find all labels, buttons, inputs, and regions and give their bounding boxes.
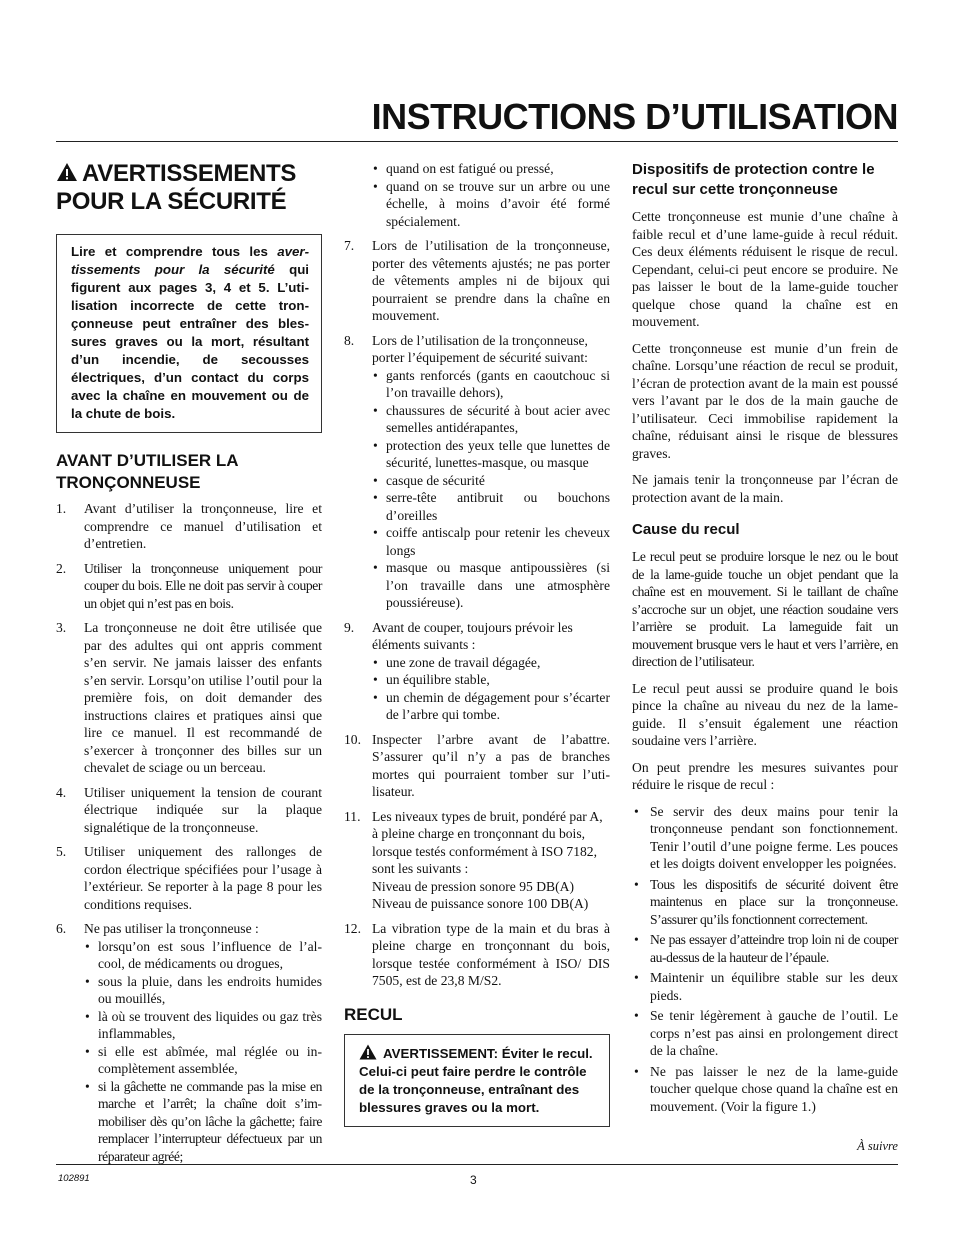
warning-triangle-icon (359, 1044, 377, 1060)
sound-power-level: Niveau de puissance sonore 100 DB(A) (372, 896, 589, 911)
list-item (344, 808, 610, 913)
item-text: Lors de l’utilisation de la tronçonneuse, porter l’équipement de sécurité suivant: (372, 332, 588, 365)
warning-intro-italic: avertissements pour la sécurité (71, 244, 309, 277)
recul-warning-text: AVERTISSEMENT: Éviter le recul. Celui-ci peut faire perdre le contrôle de la tronçonneuse, entraînant des blessures graves ou la mort. (359, 1045, 593, 1115)
item-text: Avant de couper, toujours prévoir les éléments suivants : (372, 619, 573, 652)
bullet-item: • si elle est abîmée, mal réglée ou incomplètement assemblée, (84, 1043, 322, 1078)
bullet-list (372, 160, 610, 230)
list-item (344, 920, 610, 990)
bullet-list (84, 938, 322, 1166)
bullet-item: • quand on est fatigué ou pressé, (372, 160, 610, 178)
bullet-item: • un équilibre stable, (372, 671, 610, 689)
item-text: Utiliser la tronçonneuse uniquement pour couper du bois. Elle ne doit pas servir à couper un objet qui n’est pas en bois. (84, 560, 322, 611)
list-item (56, 920, 322, 1165)
item-number: 9. (344, 619, 355, 635)
paragraph: On peut prendre les mesures suivantes pour réduire le risque de recul : (632, 759, 898, 792)
item-number: 11. (344, 808, 361, 824)
header-rule (56, 141, 898, 142)
list-item (56, 843, 322, 913)
footer-rule (56, 1164, 898, 1165)
bullet-item: • Ne pas laisser le nez de la lame-guide toucher quelque chose quand la chaîne est en mouvement. (Voir la figure 1.) (632, 1063, 898, 1116)
sound-pressure-level: Niveau de pression sonore 95 DB(A) (372, 878, 574, 894)
bullet-item: • une zone de travail dégagée, (372, 654, 610, 672)
item-text: Utiliser uniquement la tension de courant électrique indiquée sur la plaque signalétique de la tronçonneuse. (84, 784, 322, 835)
item-number: 4. (56, 784, 67, 800)
heading-kickback-devices: Dispositifs de protection contre le recul sur cette tronçonneuse (632, 161, 875, 198)
page-number: 3 (470, 1173, 477, 1187)
item-number: 10. (344, 731, 361, 747)
item-number: 8. (344, 332, 355, 348)
item-text: Les niveaux types de bruit, pondéré par A, à pleine charge en tronçonnant du bois, lorsque testés conformément à ISO 7182, sont les suivants : (372, 808, 603, 876)
bullet-item: • Se tenir légèrement à gauche de l’outil. Le corps n’est pas ainsi en prolongement direct de la chaîne. (632, 1007, 898, 1060)
item-text: Inspecter l’arbre avant de l’abattre. S’assurer qu’il n’y a pas de branches mortes qui pourraient tomber sur l’utilisateur. (372, 731, 610, 799)
paragraph: Le recul peut se produire lorsque le nez ou le bout de la lame-guide touche un objet pendant que la chaîne est en mouvement. Si le taillant de chaîne s’accroche sur un objet, une réaction soudaine vers l’arrière se produit. La lameguide fait un mouvement brusque vers le haut et vers l’arrière, en direction de l’utilisateur. (632, 549, 898, 669)
bullet-item: • casque de sécurité (372, 472, 610, 490)
instructions-list (344, 237, 610, 990)
list-item (56, 784, 322, 837)
bullet-item: • un chemin de dégagement pour s’écarter de l’arbre qui tombe. (372, 689, 610, 724)
list-item (56, 619, 322, 777)
list-item (56, 500, 322, 553)
safety-heading-line1: AVERTISSEMENTS (82, 160, 297, 187)
item-text: Ne pas utiliser la tronçonneuse : (84, 921, 259, 936)
item-text: Utiliser uniquement des rallonges de cordon électrique spécifiées pour l’usage à l’extérieur. Se reporter à la page 8 pour les conditions requises. (84, 844, 322, 912)
bullet-item: • Se servir des deux mains pour tenir la tronçonneuse pendant son fonctionnement. Tenir l’outil d’une poigne ferme. Les pouces et les doigts doivent envelopper les poignées. (632, 803, 898, 873)
bullet-item: • Ne pas essayer d’atteindre trop loin ni de couper au-dessus de la hauteur de l’épaule. (632, 931, 898, 966)
bullet-item: • gants renforcés (gants en caoutchouc si l’on travaille dehors), (372, 367, 610, 402)
section-heading-recul: RECUL (344, 1004, 403, 1024)
list-item (344, 731, 610, 801)
item-number: 7. (344, 238, 355, 253)
page-title: INSTRUCTIONS D’UTILISATION (371, 96, 898, 137)
bullet-item: • masque ou masque antipoussières (si l’on travaille dans une atmosphère poussiéreuse). (372, 559, 610, 612)
safety-heading (56, 160, 322, 216)
heading-kickback-cause: Cause du recul (632, 521, 740, 538)
item-number: 5. (56, 844, 67, 859)
safety-heading-line2: POUR LA SÉCURITÉ (56, 188, 287, 215)
continued-label: À suivre (857, 1139, 898, 1153)
column-right (632, 160, 898, 1118)
bullet-item: • sous la pluie, dans les endroits humides ou mouillés, (84, 973, 322, 1008)
item-number: 1. (56, 501, 67, 516)
bullet-item: • serre-tête antibruit ou bouchons d’oreilles (372, 489, 610, 524)
bullet-list (372, 367, 610, 612)
column-middle (344, 160, 610, 1127)
paragraph: Cette tronçonneuse est munie d’un frein de chaîne. Lorsqu’une réaction de recul se produit, l’écran de protection avant de la main est poussé vers l’avant par le dos de la main gauche de l’utilisateur. Ceci immobilise rapidement la chaîne, réduisant ainsi le risque de blessures graves. (632, 340, 898, 461)
section-heading-before-use: AVANT D’UTILISER LA TRONÇONNEUSE (56, 451, 238, 492)
bullet-item: • lorsqu’on est sous l’influence de l’alcool, de médicaments ou drogues, (84, 938, 322, 973)
bullet-item: • là où se trouvent des liquides ou gaz très inflammables, (84, 1008, 322, 1043)
bullet-item: • chaussures de sécurité à bout acier avec semelles antidérapantes, (372, 402, 610, 437)
item-number: 3. (56, 620, 67, 635)
warning-triangle-icon (56, 162, 78, 182)
paragraph: Ne jamais tenir la tronçonneuse par l’écran de protection avant de la main. (632, 472, 898, 505)
bullet-item: • coiffe antiscalp pour retenir les cheveux longs (372, 524, 610, 559)
document-number: 102891 (58, 1173, 90, 1184)
list-item (344, 332, 610, 612)
bullet-item: • quand on se trouve sur un arbre ou une échelle, à moins d’avoir été formé spécialement. (372, 178, 610, 231)
warning-intro-a: Lire et comprendre tous les (71, 244, 278, 259)
warning-intro-b: qui figurent aux pages 3, 4 et 5. L’utilisation incorrecte de cette tronçonneuse peut entraîner des blessures graves ou la mort, résultant d’un incendie, de secousses électriques, d’un contact du corps avec la chaîne en mouvement ou de la chute de bois. (71, 262, 310, 421)
item-text: La tronçonneuse ne doit être utilisée que par des adultes qui ont appris comment s’en servir. Ne jamais laisser des enfants s’en servir. Lorsqu’on utilise l’outil pour la première fois, on doit demander des instructions claires et pratiques ainsi que lire ce manuel. Il est recommandé de s’exercer à tronçonner des billes sur un chevalet de sciage ou un berceau. (84, 620, 322, 775)
list-item (344, 619, 610, 724)
bullet-item: • Maintenir un équilibre stable sur les deux pieds. (632, 969, 898, 1004)
item-number: 2. (56, 560, 67, 576)
item-number: 12. (344, 920, 361, 936)
list-item (56, 560, 322, 613)
bullet-list (372, 654, 610, 724)
paragraph: Cette tronçonneuse est munie d’une chaîne à faible recul et d’une lame-guide à recul réduit. Ces deux éléments réduisent le risque de recul. Cependant, celui-ci peut encore se produire. Ne pas laisser le bout de la lame-guide toucher quelque chose quand la chaîne est en mouvement. (632, 209, 898, 329)
safety-warning-box (56, 234, 322, 433)
paragraph: Le recul peut aussi se produire quand le bois pince la chaîne au niveau du nez de la lameguide. Il s’ensuit également une réaction soudaine vers l’arrière. (632, 680, 898, 748)
column-left (56, 160, 322, 1172)
item-text: La vibration type de la main et du bras à pleine charge en tronçonnant du bois, lorsque testée conformément à ISO/ DIS 7505, est de 23,8 M/S2. (372, 920, 610, 988)
item-text: Lors de l’utilisation de la tronçonneuse, porter des vêtements ajustés; ne pas porter de vêtements amples ni de bijoux qui pourraient se prendre dans la chaîne en mouvement. (372, 238, 610, 323)
bullet-item: • protection des yeux telle que lunettes de sécurité, lunettes-masque, ou masque (372, 437, 610, 472)
item-number: 6. (56, 921, 67, 936)
bullet-item: • si la gâchette ne commande pas la mise en marche et l’arrêt; la chaîne doit s’immobiliser dès qu’on lâche la gâchette; faire remplacer l’interrupteur défectueux par un réparateur agréé; (84, 1078, 322, 1166)
item-text: Avant d’utiliser la tronçonneuse, lire et comprendre ce manuel d’utilisation et d’entretien. (84, 501, 322, 551)
bullet-item: • Tous les dispositifs de sécurité doivent être maintenus en place sur la tronçonneuse. S’assurer qu’ils fonctionnent correctement. (632, 876, 898, 929)
instructions-list (56, 500, 322, 1165)
recul-warning-box (344, 1034, 610, 1127)
bullet-list (632, 803, 898, 1116)
list-item (344, 237, 610, 325)
